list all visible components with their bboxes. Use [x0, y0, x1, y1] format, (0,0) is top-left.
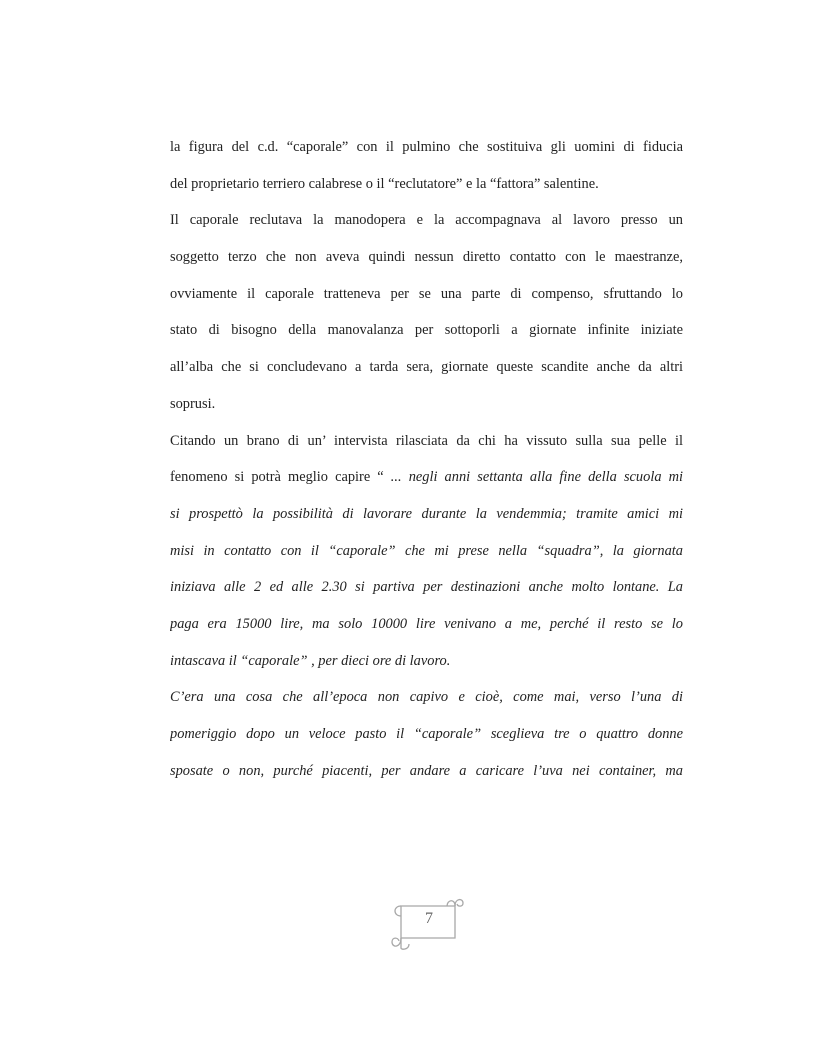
quote-line: si prospettò la possibilità di lavorare durante la vendemmia; tramite amici mi: [170, 505, 683, 522]
text-line: del proprietario terriero calabrese o il “reclutatore” e la “fattora” salentine.: [170, 175, 599, 192]
quote-line: pomeriggio dopo un veloce pasto il “caporale” sceglieva tre o quattro donne: [170, 726, 683, 742]
text-line: all’alba che si concludevano a tarda sera, giornate queste scandite anche da altri: [170, 359, 683, 376]
quote-line: sposate o non, purché piacenti, per andare a caricare l’uva nei container, ma: [170, 762, 683, 779]
quote-italic-segment: ... negli anni settanta alla fine della scuola mi: [390, 469, 683, 486]
text-line-mixed: [170, 459, 683, 496]
text-line: stato di bisogno della manovalanza per sottoporli a giornate infinite iniziate: [170, 322, 683, 339]
text-line: Citando un brano di un’ intervista rilasciata da chi ha vissuto sulla sua pelle il: [170, 432, 683, 449]
text-line: soprusi.: [170, 395, 216, 412]
quote-line: intascava il “caporale” , per dieci ore di lavoro.: [170, 652, 451, 669]
text-normal-segment: fenomeno si potrà meglio capire “: [170, 469, 391, 486]
quote-line: C’era una cosa che all’epoca non capivo e cioè, come mai, verso l’una di: [170, 689, 683, 706]
quote-line: paga era 15000 lire, ma solo 10000 lire venivano a me, perché il resto se lo: [170, 615, 683, 632]
document-body: [170, 129, 683, 789]
page-footer: [389, 894, 465, 952]
quote-line: misi in contatto con il “caporale” che mi prese nella “squadra”, la giornata: [170, 542, 683, 559]
text-line: ovviamente il caporale tratteneva per se una parte di compenso, sfruttando lo: [170, 285, 683, 302]
quote-line: iniziava alle 2 ed alle 2.30 si partiva per destinazioni anche molto lontane. La: [170, 579, 683, 596]
text-line: soggetto terzo che non aveva quindi nessun diretto contatto con le maestranze,: [170, 249, 683, 266]
text-line: la figura del c.d. “caporale” con il pulmino che sostituiva gli uomini di fiducia: [170, 139, 683, 155]
page-number: 7: [425, 910, 433, 927]
text-line: Il caporale reclutava la manodopera e la accompagnava al lavoro presso un: [170, 212, 683, 229]
